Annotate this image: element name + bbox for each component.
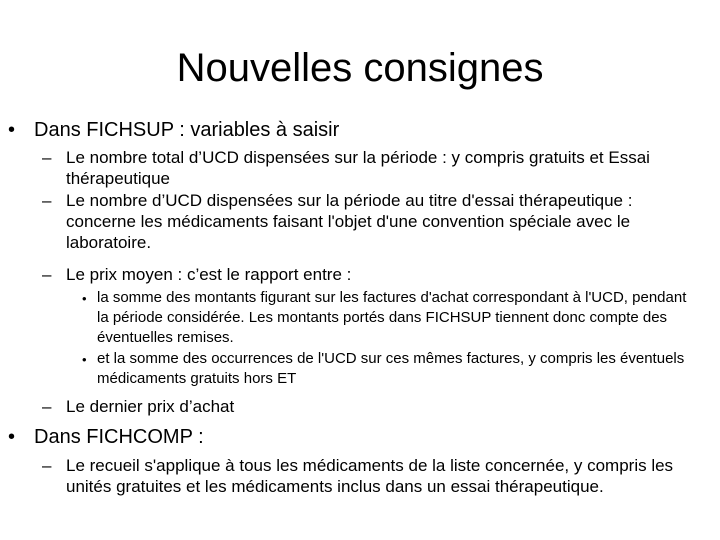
subsubitem-marker: • xyxy=(82,291,87,306)
subitem-marker: – xyxy=(42,456,52,475)
bullet-text: Dans FICHCOMP : xyxy=(34,426,204,448)
subitem-text: Le nombre total d’UCD dispensées sur la période : y compris gratuits et Essai thérapeutique xyxy=(66,148,650,188)
subitem-text: Le dernier prix d’achat xyxy=(66,397,235,416)
subitem-text: Le recueil s'applique à tous les médicaments de la liste concernée, y compris les unités gratuites et les médicaments inclus dans un essai thérapeutique. xyxy=(66,456,674,496)
subitem-marker: – xyxy=(42,191,52,210)
subsubitem-marker: • xyxy=(82,352,87,367)
subsubitem-text: la somme des montants figurant sur les factures d'achat correspondant à l'UCD, pendant la période considérée. Les montants portés dans FICHSUP tiennent donc compte des éventuelles remises. xyxy=(97,289,687,346)
bullet-text: Dans FICHSUP : variables à saisir xyxy=(34,119,340,141)
subitem-marker: – xyxy=(42,397,52,416)
bullet-marker: • xyxy=(8,426,16,448)
subitem-text: Le nombre d’UCD dispensées sur la période au titre d'essai thérapeutique : concerne les médicaments faisant l'objet d'une convention spéciale avec le laboratoire. xyxy=(66,191,633,252)
subitem-marker: – xyxy=(42,148,52,167)
bullet-marker: • xyxy=(8,119,16,141)
subsubitem-text: et la somme des occurrences de l'UCD sur ces mêmes factures, y compris les éventuels médicaments gratuits hors ET xyxy=(97,350,685,387)
subitem-marker: – xyxy=(42,265,52,284)
subitem-text: Le prix moyen : c’est le rapport entre : xyxy=(66,265,352,284)
slide-title: Nouvelles consignes xyxy=(176,46,544,90)
